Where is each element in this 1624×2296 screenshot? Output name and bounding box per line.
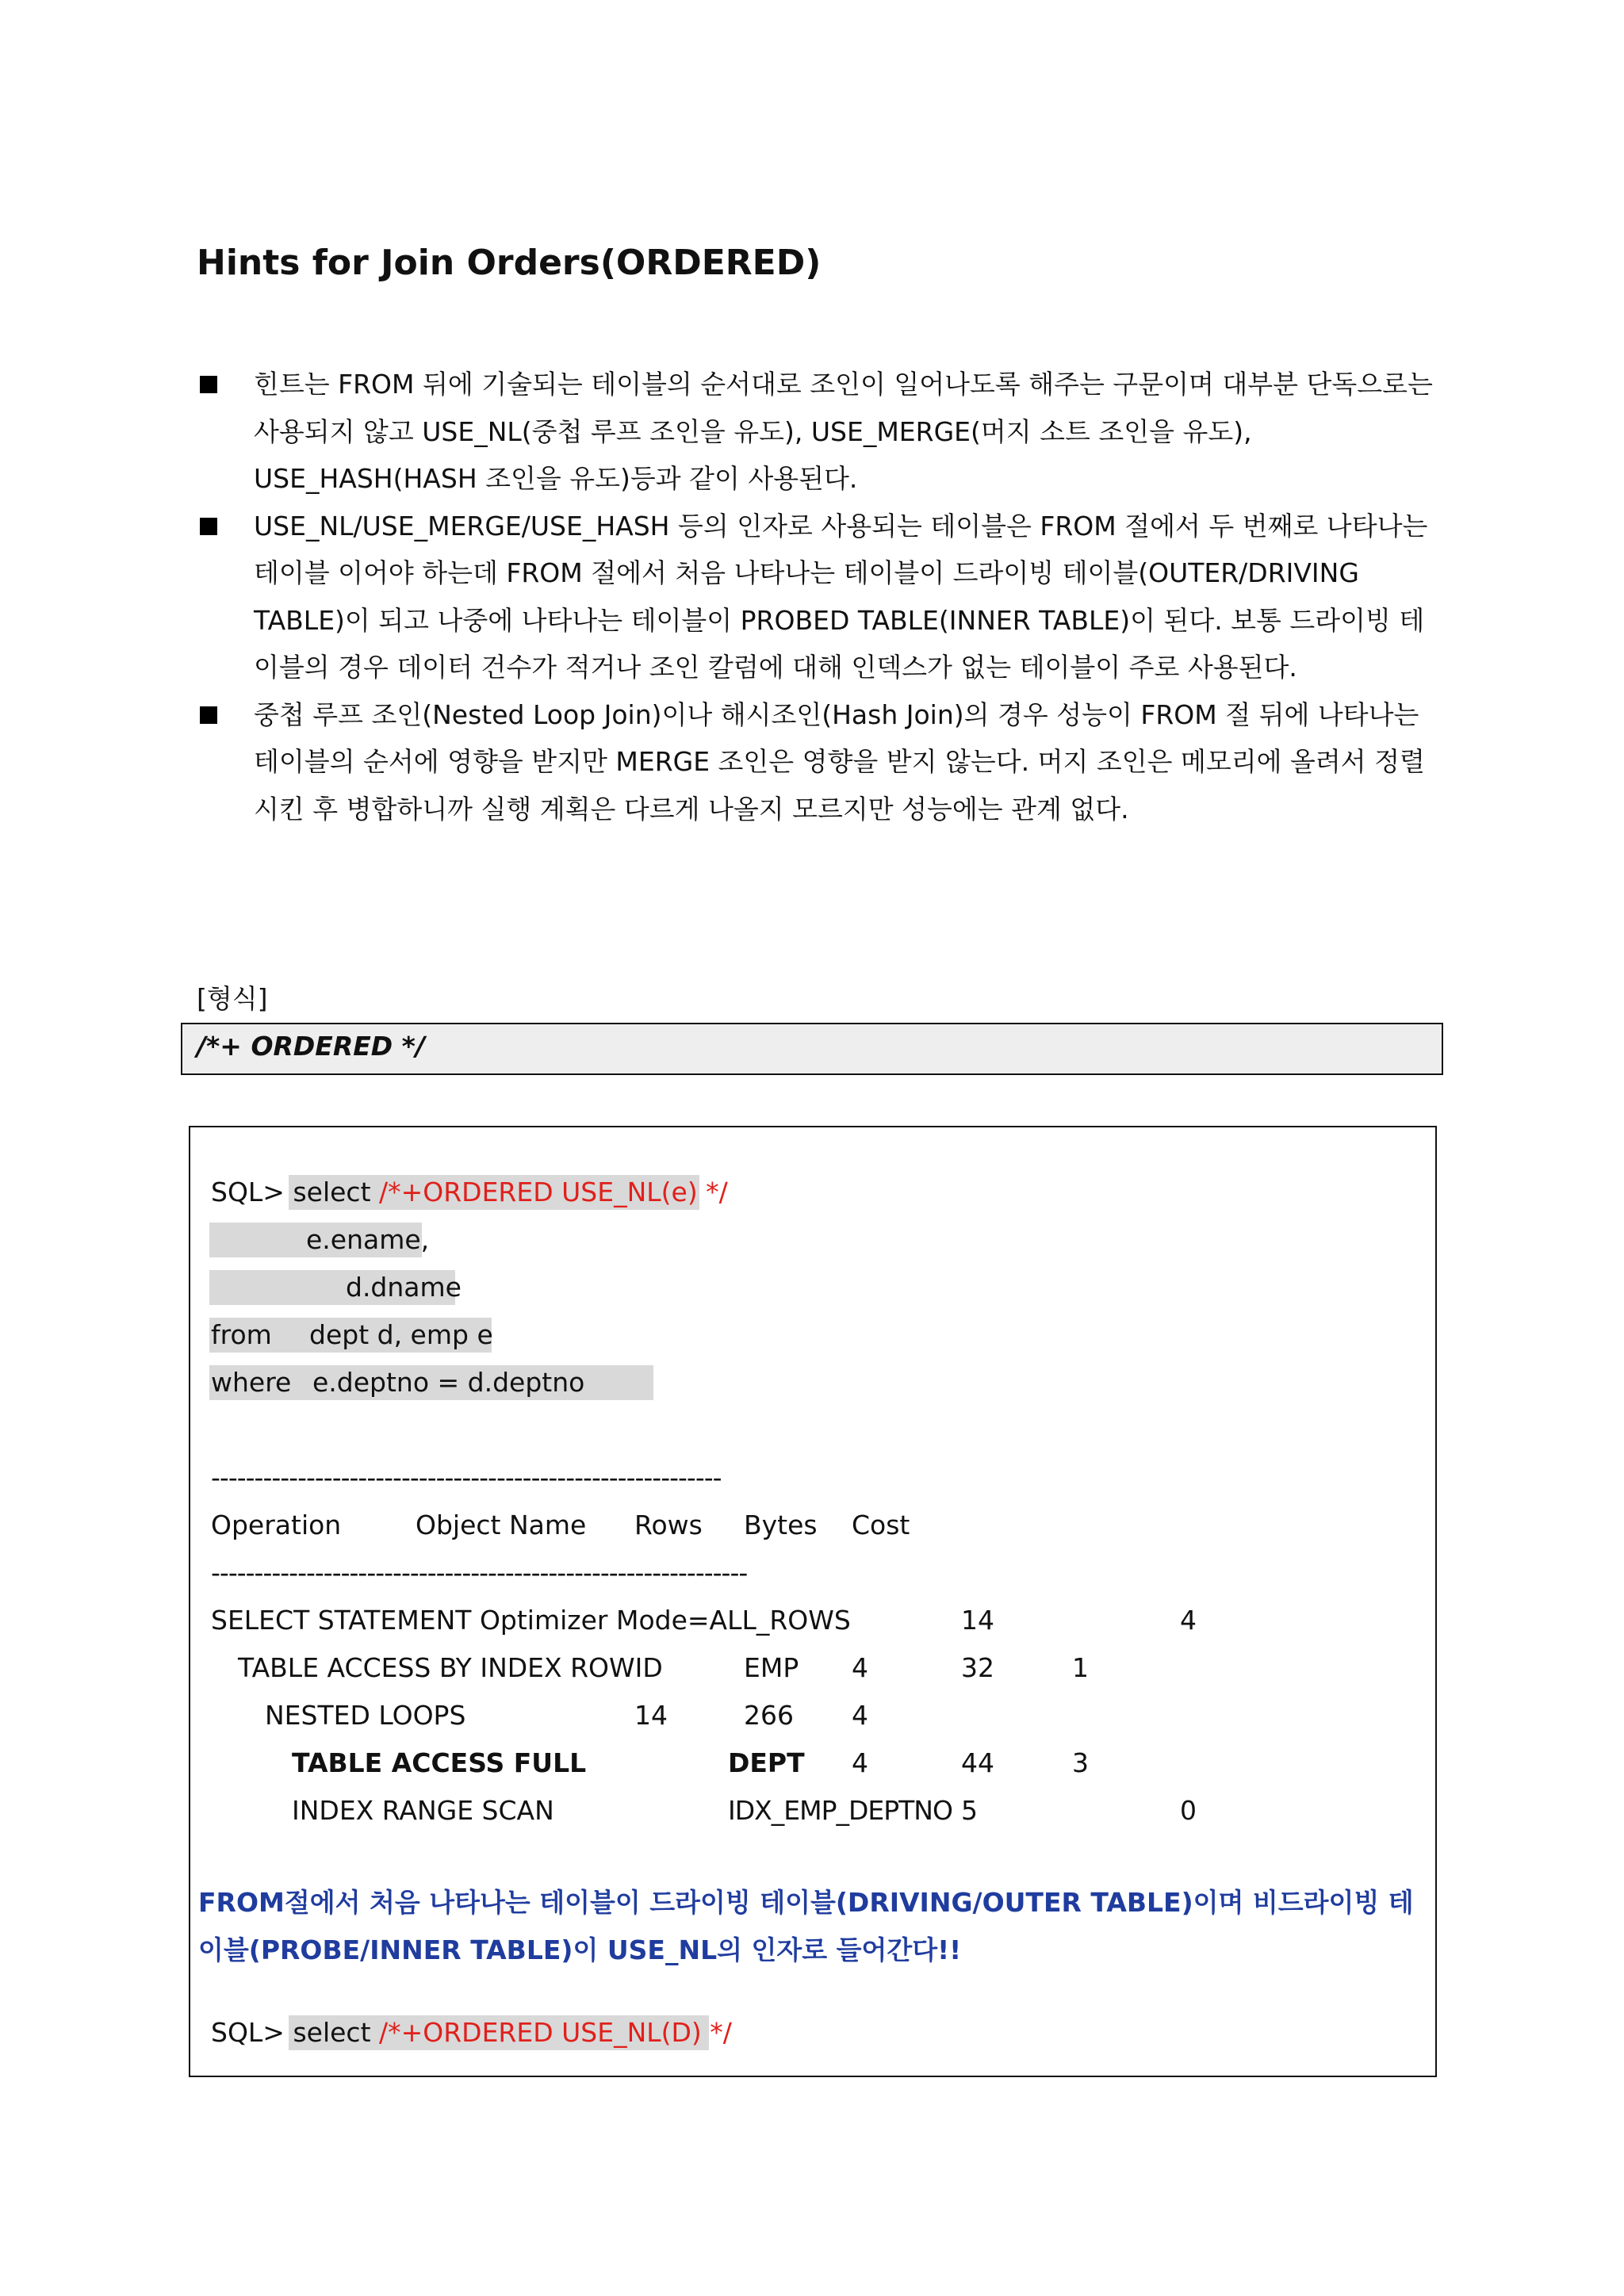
plan-row-value: 14 xyxy=(634,1700,668,1731)
plan-separator: -------------------------------------------------------------- xyxy=(211,1557,748,1588)
bullet-list xyxy=(197,361,1434,832)
sql-hint: /*+ORDERED USE_NL(D) */ xyxy=(379,2017,732,2048)
bullet-text: USE_NL/USE_MERGE/USE_HASH 등의 인자로 사용되는 테이블은 FROM 절에서 두 번째로 나타나는 테이블 이어야 하는데 FROM 절에서 처음 나타나는 테이블이 드라이빙 테이블(OUTER/DRIVING TABLE)이 되고 나중에 나타나는 테이블이 PROBED TABLE(INNER TABLE)이 된다. 보통 드라이빙 테이블의 경우 데이터 건수가 적거나 조인 칼럼에 대해 인덱스가 없는 테이블이 주로 사용된다. xyxy=(254,510,1428,683)
bullet-item xyxy=(197,503,1434,691)
plan-header-bytes: Bytes xyxy=(744,1510,818,1540)
square-bullet-icon xyxy=(200,518,217,535)
plan-row-operation: SELECT STATEMENT Optimizer Mode=ALL_ROWS xyxy=(211,1605,851,1636)
sql-from-value: dept d, emp e xyxy=(309,1319,493,1350)
plan-row-value: 3 xyxy=(1072,1747,1089,1778)
sql-hint: /*+ORDERED USE_NL(e) */ xyxy=(379,1177,728,1207)
sql-line-column: e.ename, xyxy=(306,1224,430,1255)
plan-row-value: 1 xyxy=(1072,1652,1089,1683)
plan-header-operation: Operation xyxy=(211,1510,342,1540)
sql-keyword: select xyxy=(293,1177,379,1207)
sql-prompt: SQL> xyxy=(211,1177,293,1207)
plan-row-object: IDX_EMP_DEPTNO xyxy=(728,1795,952,1826)
page-title: Hints for Join Orders(ORDERED) xyxy=(197,243,822,283)
plan-row-value: 266 xyxy=(744,1700,794,1731)
sql-where-value: e.deptno = d.deptno xyxy=(312,1367,585,1398)
bullet-item xyxy=(197,361,1434,503)
sql-where-keyword: where xyxy=(211,1367,292,1398)
plan-row-object: DEPT xyxy=(728,1747,805,1778)
plan-row-operation: INDEX RANGE SCAN xyxy=(292,1795,554,1826)
plan-header-cost: Cost xyxy=(852,1510,910,1540)
bullet-item xyxy=(197,691,1434,833)
sql-from-keyword: from xyxy=(211,1319,272,1350)
plan-header-rows: Rows xyxy=(634,1510,703,1540)
plan-row-value: 4 xyxy=(852,1700,868,1731)
sql-example-box xyxy=(189,1126,1437,2077)
sql-prompt: SQL> xyxy=(211,2017,293,2048)
sql-line-column: d.dname xyxy=(346,1272,462,1303)
plan-row-operation: TABLE ACCESS BY INDEX ROWID xyxy=(238,1652,663,1683)
plan-row-value: 5 xyxy=(961,1795,978,1826)
plan-row-value: 32 xyxy=(961,1652,994,1683)
plan-row-object: EMP xyxy=(744,1652,799,1683)
plan-row-value: 4 xyxy=(1180,1605,1197,1636)
format-hint-text: /*+ ORDERED */ xyxy=(197,1031,425,1062)
plan-row-value: 4 xyxy=(852,1652,868,1683)
sql-keyword: select xyxy=(293,2017,379,2048)
plan-separator: ----------------------------------------------------------- xyxy=(211,1462,722,1493)
bullet-text: 중첩 루프 조인(Nested Loop Join)이나 해시조인(Hash Join)의 경우 성능이 FROM 절 뒤에 나타나는 테이블의 순서에 영향을 받지만 MERGE 조인은 영향을 받지 않는다. 머지 조인은 메모리에 올려서 정렬 시킨 후 병합하니까 실행 계획은 다르게 나올지 모르지만 성능에는 관계 없다. xyxy=(254,698,1425,825)
plan-row-value: 14 xyxy=(961,1605,994,1636)
plan-row-value: 4 xyxy=(852,1747,868,1778)
plan-header-object: Object Name xyxy=(416,1510,587,1540)
plan-row-operation: TABLE ACCESS FULL xyxy=(292,1747,587,1778)
plan-row-value: 44 xyxy=(961,1747,994,1778)
sql-line-select xyxy=(211,1175,728,1210)
sql-line-select-2 xyxy=(211,2015,732,2050)
plan-row-operation: NESTED LOOPS xyxy=(265,1700,466,1731)
bullet-text: 힌트는 FROM 뒤에 기술되는 테이블의 순서대로 조인이 일어나도록 해주는 구문이며 대부분 단독으로는 사용되지 않고 USE_NL(중첩 루프 조인을 유도), USE_MERGE(머지 소트 조인을 유도), USE_HASH(HASH 조인을 유도)등과 같이 사용된다. xyxy=(254,369,1433,494)
square-bullet-icon xyxy=(200,706,217,724)
format-hint-box xyxy=(181,1023,1443,1075)
square-bullet-icon xyxy=(200,376,217,393)
explanation-note: FROM절에서 처음 나타나는 테이블이 드라이빙 테이블(DRIVING/OUTER TABLE)이며 비드라이빙 테이블(PROBE/INNER TABLE)이 USE_NL의 인자로 들어간다!! xyxy=(198,1887,1414,1965)
plan-row-value: 0 xyxy=(1180,1795,1197,1826)
format-label: [형식] xyxy=(197,983,268,1014)
